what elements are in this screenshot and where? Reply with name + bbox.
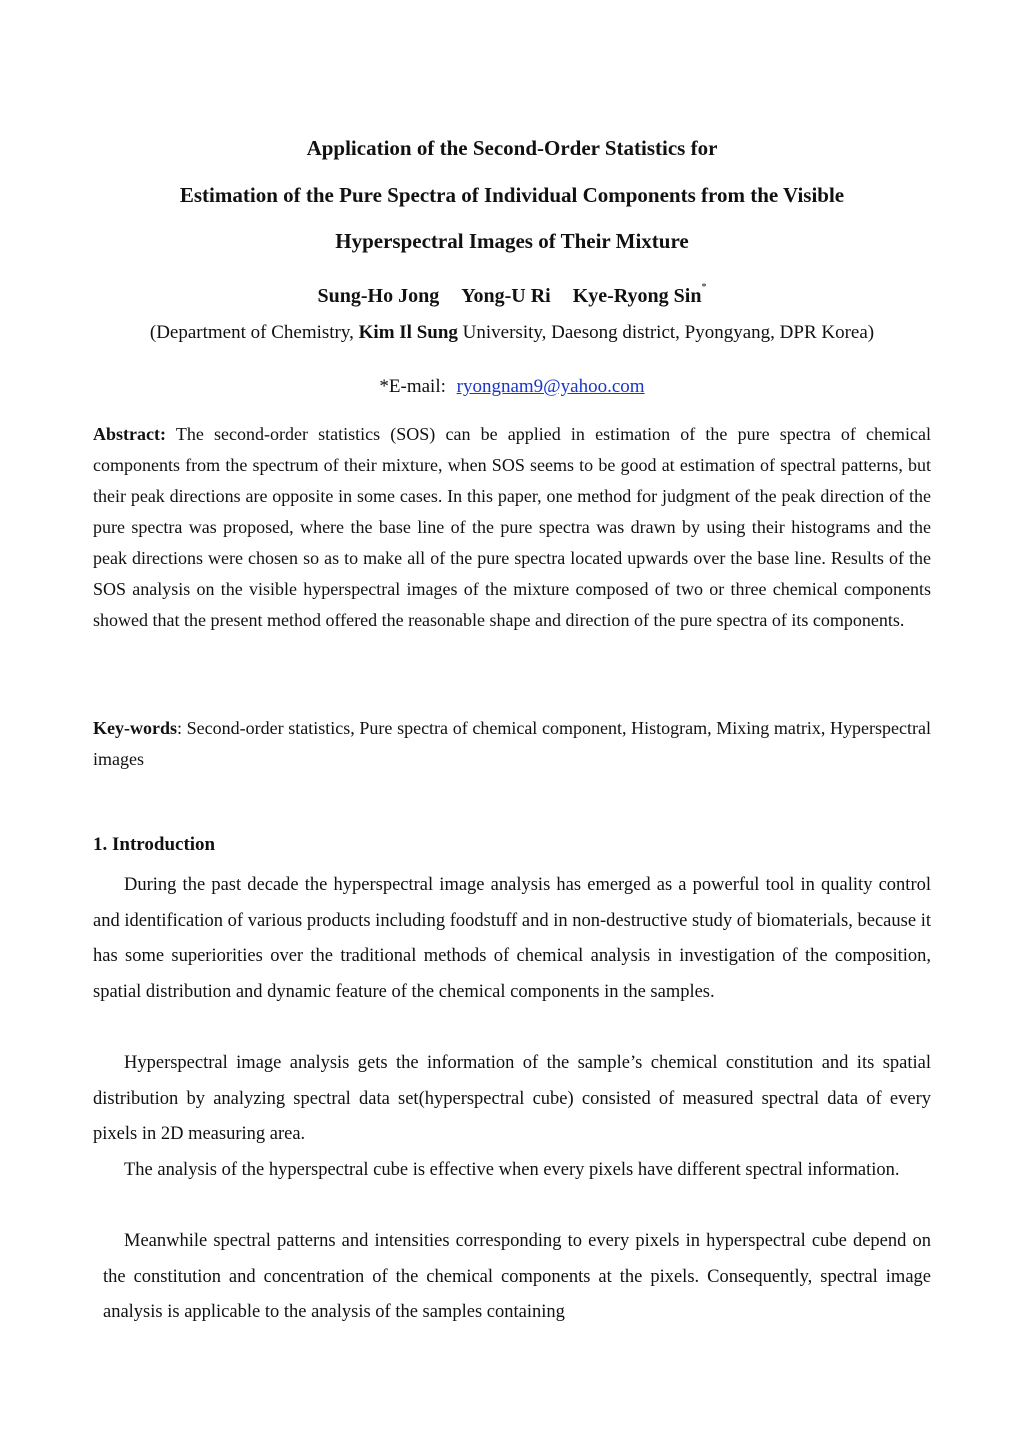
affiliation-before: (Department of Chemistry, [149,322,359,343]
corresponding-author-mark: * [701,282,707,293]
author-1: Sung-Ho Jong [317,285,440,307]
intro-paragraph-3: The analysis of the hyperspectral cube is effective when every pixels have different spectral information. [124,1160,900,1180]
section-heading-introduction: 1. Introduction [93,834,216,855]
author-3: Kye-Ryong Sin [572,285,702,307]
keywords [93,713,931,775]
contact-email [0,374,1024,400]
abstract-label: Abstract: [93,424,166,444]
email-label: *E-mail: [379,376,446,397]
abstract-text: The second-order statistics (SOS) can be applied in estimation of the pure spectra of chemical components from the spectrum of their mixture, when SOS seems to be good at estimation of spectral patterns, but their peak directions are opposite in some cases. In this paper, one method for judgment of the peak direction of the pure spectra was proposed, where the base line of the pure spectra was drawn by using their histograms and the peak directions were chosen so as to make all of the pure spectra located upwards over the base line. Results of the SOS analysis on the visible hyperspectral images of the mixture composed of two or three chemical components showed that the present method offered the reasonable shape and direction of the pure spectra of its components. [93,424,931,630]
affiliation [0,320,1024,346]
keywords-text: : Second-order statistics, Pure spectra of chemical component, Histogram, Mixing matrix, Hyperspectral images [93,718,931,769]
affiliation-after: University, Daesong district, Pyongyang, DPR Korea) [457,322,875,343]
title-line-3: Hyperspectral Images of Their Mixture [335,229,689,253]
keywords-label: Key-words [93,718,177,738]
title-line-1: Application of the Second-Order Statistics for [306,136,718,160]
author-2: Yong-U Ri [461,285,551,307]
intro-paragraph-4: Meanwhile spectral patterns and intensities corresponding to every pixels in hyperspectral cube depend on the constitution and concentration of the chemical components at the pixels. Consequently, spectral image analysis is applicable to the analysis of the samples containing [103,1231,931,1323]
affiliation-university: Kim Il Sung [358,322,458,343]
intro-paragraph-2: Hyperspectral image analysis gets the information of the sample’s chemical constitution and its spatial distribution by analyzing spectral data set(hyperspectral cube) consisted of measured spectral data of every pixels in 2D measuring area. [93,1053,931,1145]
author-list [0,274,1024,310]
abstract [93,419,931,636]
intro-paragraph-1: During the past decade the hyperspectral image analysis has emerged as a powerful tool in quality control and identification of various products including foodstuff and in non-destructive study of biomaterials, because it has some superiorities over the traditional methods of chemical analysis in investigation of the composition, spatial distribution and dynamic feature of the chemical components in the samples. [93,875,931,1002]
title-line-2: Estimation of the Pure Spectra of Individual Components from the Visible [179,183,845,207]
email-link[interactable]: ryongnam9@yahoo.com [456,376,645,397]
